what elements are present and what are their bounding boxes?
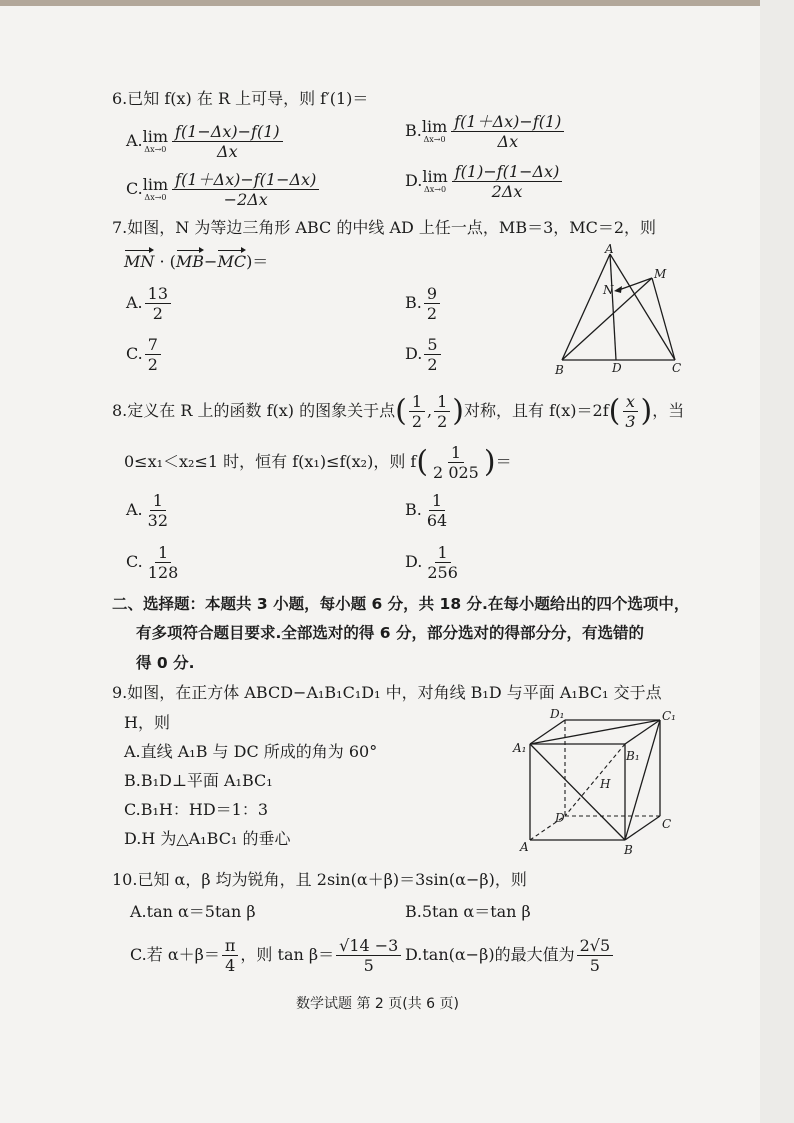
q6-option-a: A. lim Δx→0 $\frac{f(1-\Delta x)-f(1)}{\Delta x}$	[126, 122, 285, 161]
vector-mc: MC	[217, 252, 247, 271]
label-d1: D₁	[550, 707, 565, 721]
q8-stem-line2: 0≤x₁＜x₂≤1 时，恒有 f(x₁)≤f(x₂)，则 f( $\frac{1}{2 025}$ )＝	[124, 443, 512, 482]
edge-b-c	[625, 816, 660, 840]
q10-option-b: B.5tan α＝tan β	[405, 902, 531, 921]
top-edge-strip	[0, 0, 794, 6]
diagonal-b1-d-hidden	[565, 744, 625, 816]
q6-option-d: D. lim Δx→0 $\frac{f(1)-f(1-\Delta x)}{2\Delta x}$	[405, 162, 564, 201]
label-d: D	[555, 811, 565, 825]
q7-option-b: B. $\frac{9}{2}$	[405, 284, 442, 323]
label-c1: C₁	[662, 709, 676, 723]
q7-stem-line1: 7.如图，N 为等边三角形 ABC 的中线 AD 上任一点，MB＝3，MC＝2，则	[112, 218, 657, 237]
q7-stem-line2: MN · (MB−MC)＝	[124, 252, 269, 271]
section2-line1: 二、选择题：本题共 3 小题，每小题 6 分，共 18 分.在每小题给出的四个选项中，	[112, 595, 690, 613]
label-m: M	[654, 267, 667, 281]
q8-option-a: A. $\frac{1}{32}$	[126, 491, 168, 530]
q7-triangle-figure	[550, 242, 690, 377]
label-n: N	[603, 283, 614, 297]
page-right-edge	[760, 0, 794, 1123]
label-c: C	[662, 817, 672, 831]
label-b: B	[555, 363, 564, 377]
q6-option-b: B. lim Δx→0 $\frac{f(1+\Delta x)-f(1)}{\Delta x}$	[405, 112, 566, 151]
median-ad	[610, 254, 616, 360]
q7-option-a: A. $\frac{13}{2}$	[126, 284, 173, 323]
vector-mb: MB	[175, 252, 205, 271]
q9-option-d: D.H 为△A₁BC₁ 的垂心	[124, 829, 291, 848]
q8-option-c: C. $\frac{1}{128}$	[126, 543, 179, 582]
q8-stem-line1: 8.定义在 R 上的函数 f(x) 的图象关于点( $\frac{1}{2}$ , $\frac{1}{2}$ )对称，且有 f(x)＝2f( $\frac{x}{3}$ )，当	[112, 392, 685, 431]
segment-mc	[652, 278, 675, 360]
q10-option-a: A.tan α＝5tan β	[130, 902, 256, 921]
diagonal-b-c1	[625, 720, 660, 840]
vector-mn-arrowhead	[614, 286, 622, 293]
section2-line2: 有多项符合题目要求.全部选对的得 6 分，部分选对的得部分分，有选错的	[136, 624, 644, 642]
diagonal-a1-b	[530, 744, 625, 840]
q7-option-d: D. $\frac{5}{2}$	[405, 335, 443, 374]
vector-mn: MN	[124, 252, 155, 271]
label-b1: B₁	[626, 749, 640, 763]
label-a: A	[520, 840, 529, 854]
label-b: B	[624, 843, 633, 856]
q10-stem: 10.已知 α，β 均为锐角，且 2sin(α＋β)＝3sin(α−β)，则	[112, 870, 527, 889]
q6-stem: 6.已知 f(x) 在 R 上可导，则 f′(1)＝	[112, 89, 369, 108]
label-a: A	[605, 242, 614, 256]
edge-ab	[562, 254, 610, 360]
q10-option-c: C.若 α＋β＝ $\frac{\pi}{4}$ ，则 tan β＝ $\frac{√14 -3}{5}$	[130, 936, 403, 975]
q8-option-d: D. $\frac{1}{256}$	[405, 543, 458, 582]
q9-stem-line2: H，则	[124, 713, 170, 732]
q8-option-b: B. $\frac{1}{64}$	[405, 491, 448, 530]
q9-option-b: B.B₁D⊥平面 A₁BC₁	[124, 771, 273, 790]
q9-cube-figure	[510, 706, 685, 856]
label-h: H	[600, 777, 611, 791]
section2-line3: 得 0 分.	[136, 654, 195, 672]
q6-option-c: C. lim Δx→0 $\frac{f(1+\Delta x)-f(1-\Delta x)}{-2\Delta x}$	[126, 170, 321, 209]
q10-option-d: D.tan(α−β)的最大值为 $\frac{2√5}{5}$	[405, 936, 615, 975]
diagonal-a1-c1	[530, 720, 660, 744]
label-c: C	[672, 361, 682, 375]
q9-stem-line1: 9.如图，在正方体 ABCD−A₁B₁C₁D₁ 中，对角线 B₁D 与平面 A₁BC₁ 交于点	[112, 683, 662, 702]
page-footer: 数学试题 第 2 页(共 6 页)	[296, 996, 459, 1012]
q9-option-c: C.B₁H：HD＝1：3	[124, 800, 269, 819]
label-a1: A₁	[513, 741, 527, 755]
q9-option-a: A.直线 A₁B 与 DC 所成的角为 60°	[124, 742, 378, 761]
label-d: D	[612, 361, 622, 375]
q7-option-c: C. $\frac{7}{2}$	[126, 335, 163, 374]
